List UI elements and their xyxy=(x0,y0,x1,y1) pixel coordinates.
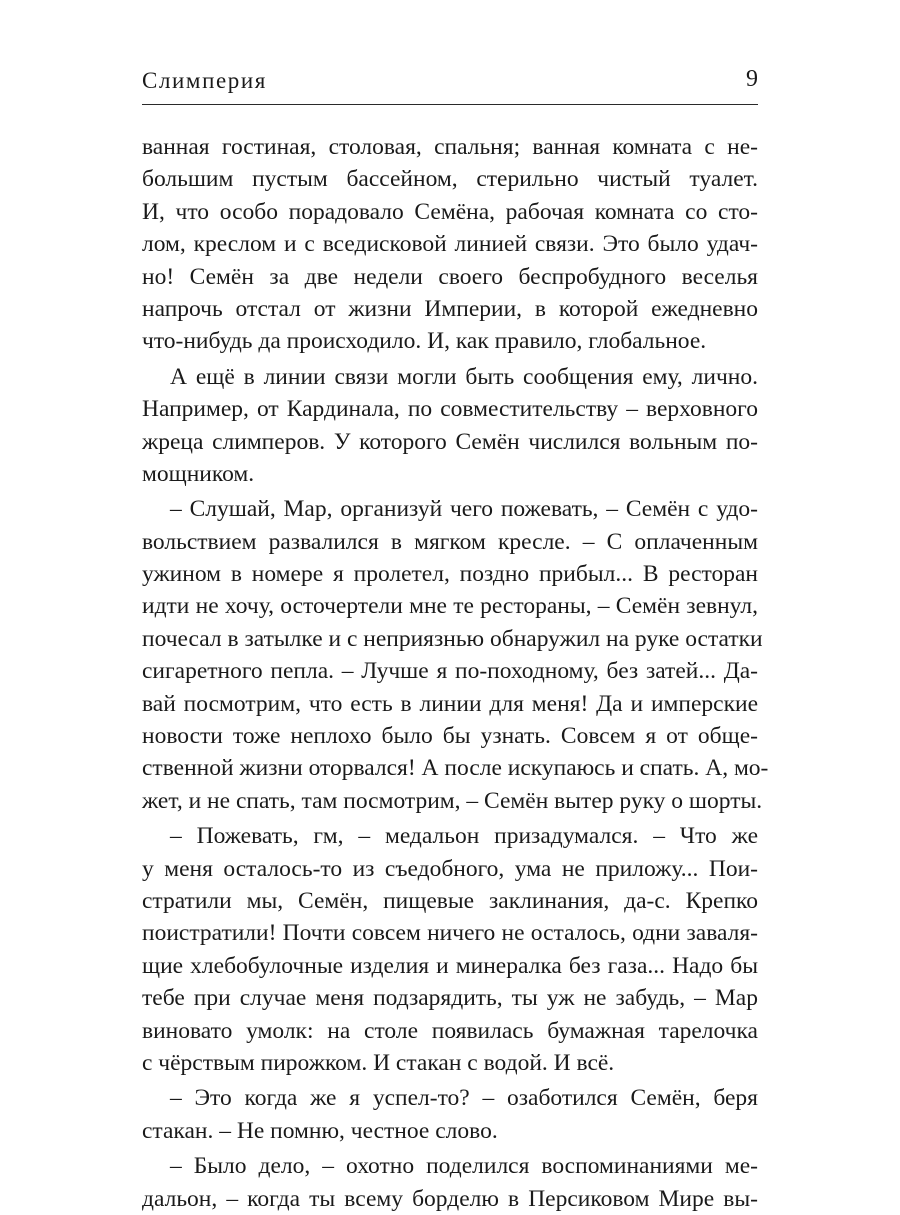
text-line: – Было дело, – охотно поделился воспоминаниями ме- xyxy=(170,1153,758,1180)
running-header xyxy=(142,66,758,100)
text-line: Например, от Кардинала, по совместительству – верховного xyxy=(142,396,758,423)
text-line: вольствием развалился в мягком кресле. – С оплаченным xyxy=(142,528,758,555)
text-line: А ещё в линии связи могли быть сообщения ему, лично. xyxy=(170,363,758,390)
text-line: жреца слимперов. У которого Семён числился вольным по- xyxy=(142,428,758,455)
text-line: большим пустым бассейном, стерильно чистый туалет. xyxy=(142,166,758,193)
text-line: идти не хочу, осточертели мне те рестораны, – Семён зевнул, xyxy=(142,593,758,620)
text-line: ужином в номере я пролетел, поздно прибыл... В ресторан xyxy=(142,561,758,588)
text-line: но! Семён за две недели своего беспробудного веселья xyxy=(142,263,758,290)
text-line: сигаретного пепла. – Лучше я по-походному, без затей... Да- xyxy=(142,658,758,685)
text-line: дальон, – когда ты всему борделю в Персиковом Мире вы- xyxy=(142,1185,758,1212)
text-line: поистратили! Почти совсем ничего не осталось, одни заваля- xyxy=(142,920,758,947)
running-title: Слимперия xyxy=(142,68,267,93)
paragraph xyxy=(142,493,769,817)
paragraph xyxy=(142,820,758,1079)
text-line: стратили мы, Семён, пищевые заклинания, да-с. Крепко xyxy=(142,887,758,914)
body-text xyxy=(142,131,769,1215)
header-rule xyxy=(142,104,758,105)
text-line: вай посмотрим, что есть в линии для меня! Да и имперские xyxy=(142,690,758,717)
text-line: жет, и не спать, там посмотрим, – Семён вытер руку о шорты. xyxy=(142,787,763,814)
paragraph xyxy=(142,1082,758,1147)
text-line: И, что особо порадовало Семёна, рабочая комната со сто- xyxy=(142,198,758,225)
text-line: новости тоже неплохо было бы узнать. Совсем я от обще- xyxy=(142,723,758,750)
text-line: у меня осталось-то из съедобного, ума не приложу... Пои- xyxy=(142,855,758,882)
text-line: ванная гостиная, столовая, спальня; ванная комната с не- xyxy=(142,134,758,160)
paragraph xyxy=(142,361,758,491)
text-line: что-нибудь да происходило. И, как правило, глобальное. xyxy=(142,328,707,355)
paragraph xyxy=(142,1150,758,1215)
text-line: – Пожевать, гм, – медальон призадумался. – Что же xyxy=(170,823,758,850)
text-line: щие хлебобулочные изделия и минералка без газа... Надо бы xyxy=(142,952,758,979)
text-line: – Слушай, Мар, организуй чего пожевать, – Семён с удо- xyxy=(170,496,758,523)
text-line: ственной жизни оторвался! А после искупаюсь и спать. А, мо- xyxy=(142,755,769,782)
text-line: тебе при случае меня подзарядить, ты уж не забудь, – Мар xyxy=(142,985,758,1012)
paragraph xyxy=(142,131,758,358)
page-number: 9 xyxy=(746,66,758,92)
text-line: мощником. xyxy=(142,460,255,487)
text-line: почесал в затылке и с неприязнью обнаружил на руке остатки xyxy=(142,625,763,652)
text-line: стакан. – Не помню, честное слово. xyxy=(142,1117,498,1144)
text-line: виновато умолк: на столе появилась бумажная тарелочка xyxy=(142,1017,758,1044)
text-line: напрочь отстал от жизни Империи, в которой ежедневно xyxy=(142,295,758,322)
text-line: лом, креслом и с вседисковой линией связи. Это было удач- xyxy=(142,231,758,258)
text-line: – Это когда же я успел-то? – озаботился Семён, беря xyxy=(170,1085,758,1112)
text-line: с чёрствым пирожком. И стакан с водой. И всё. xyxy=(142,1049,615,1076)
